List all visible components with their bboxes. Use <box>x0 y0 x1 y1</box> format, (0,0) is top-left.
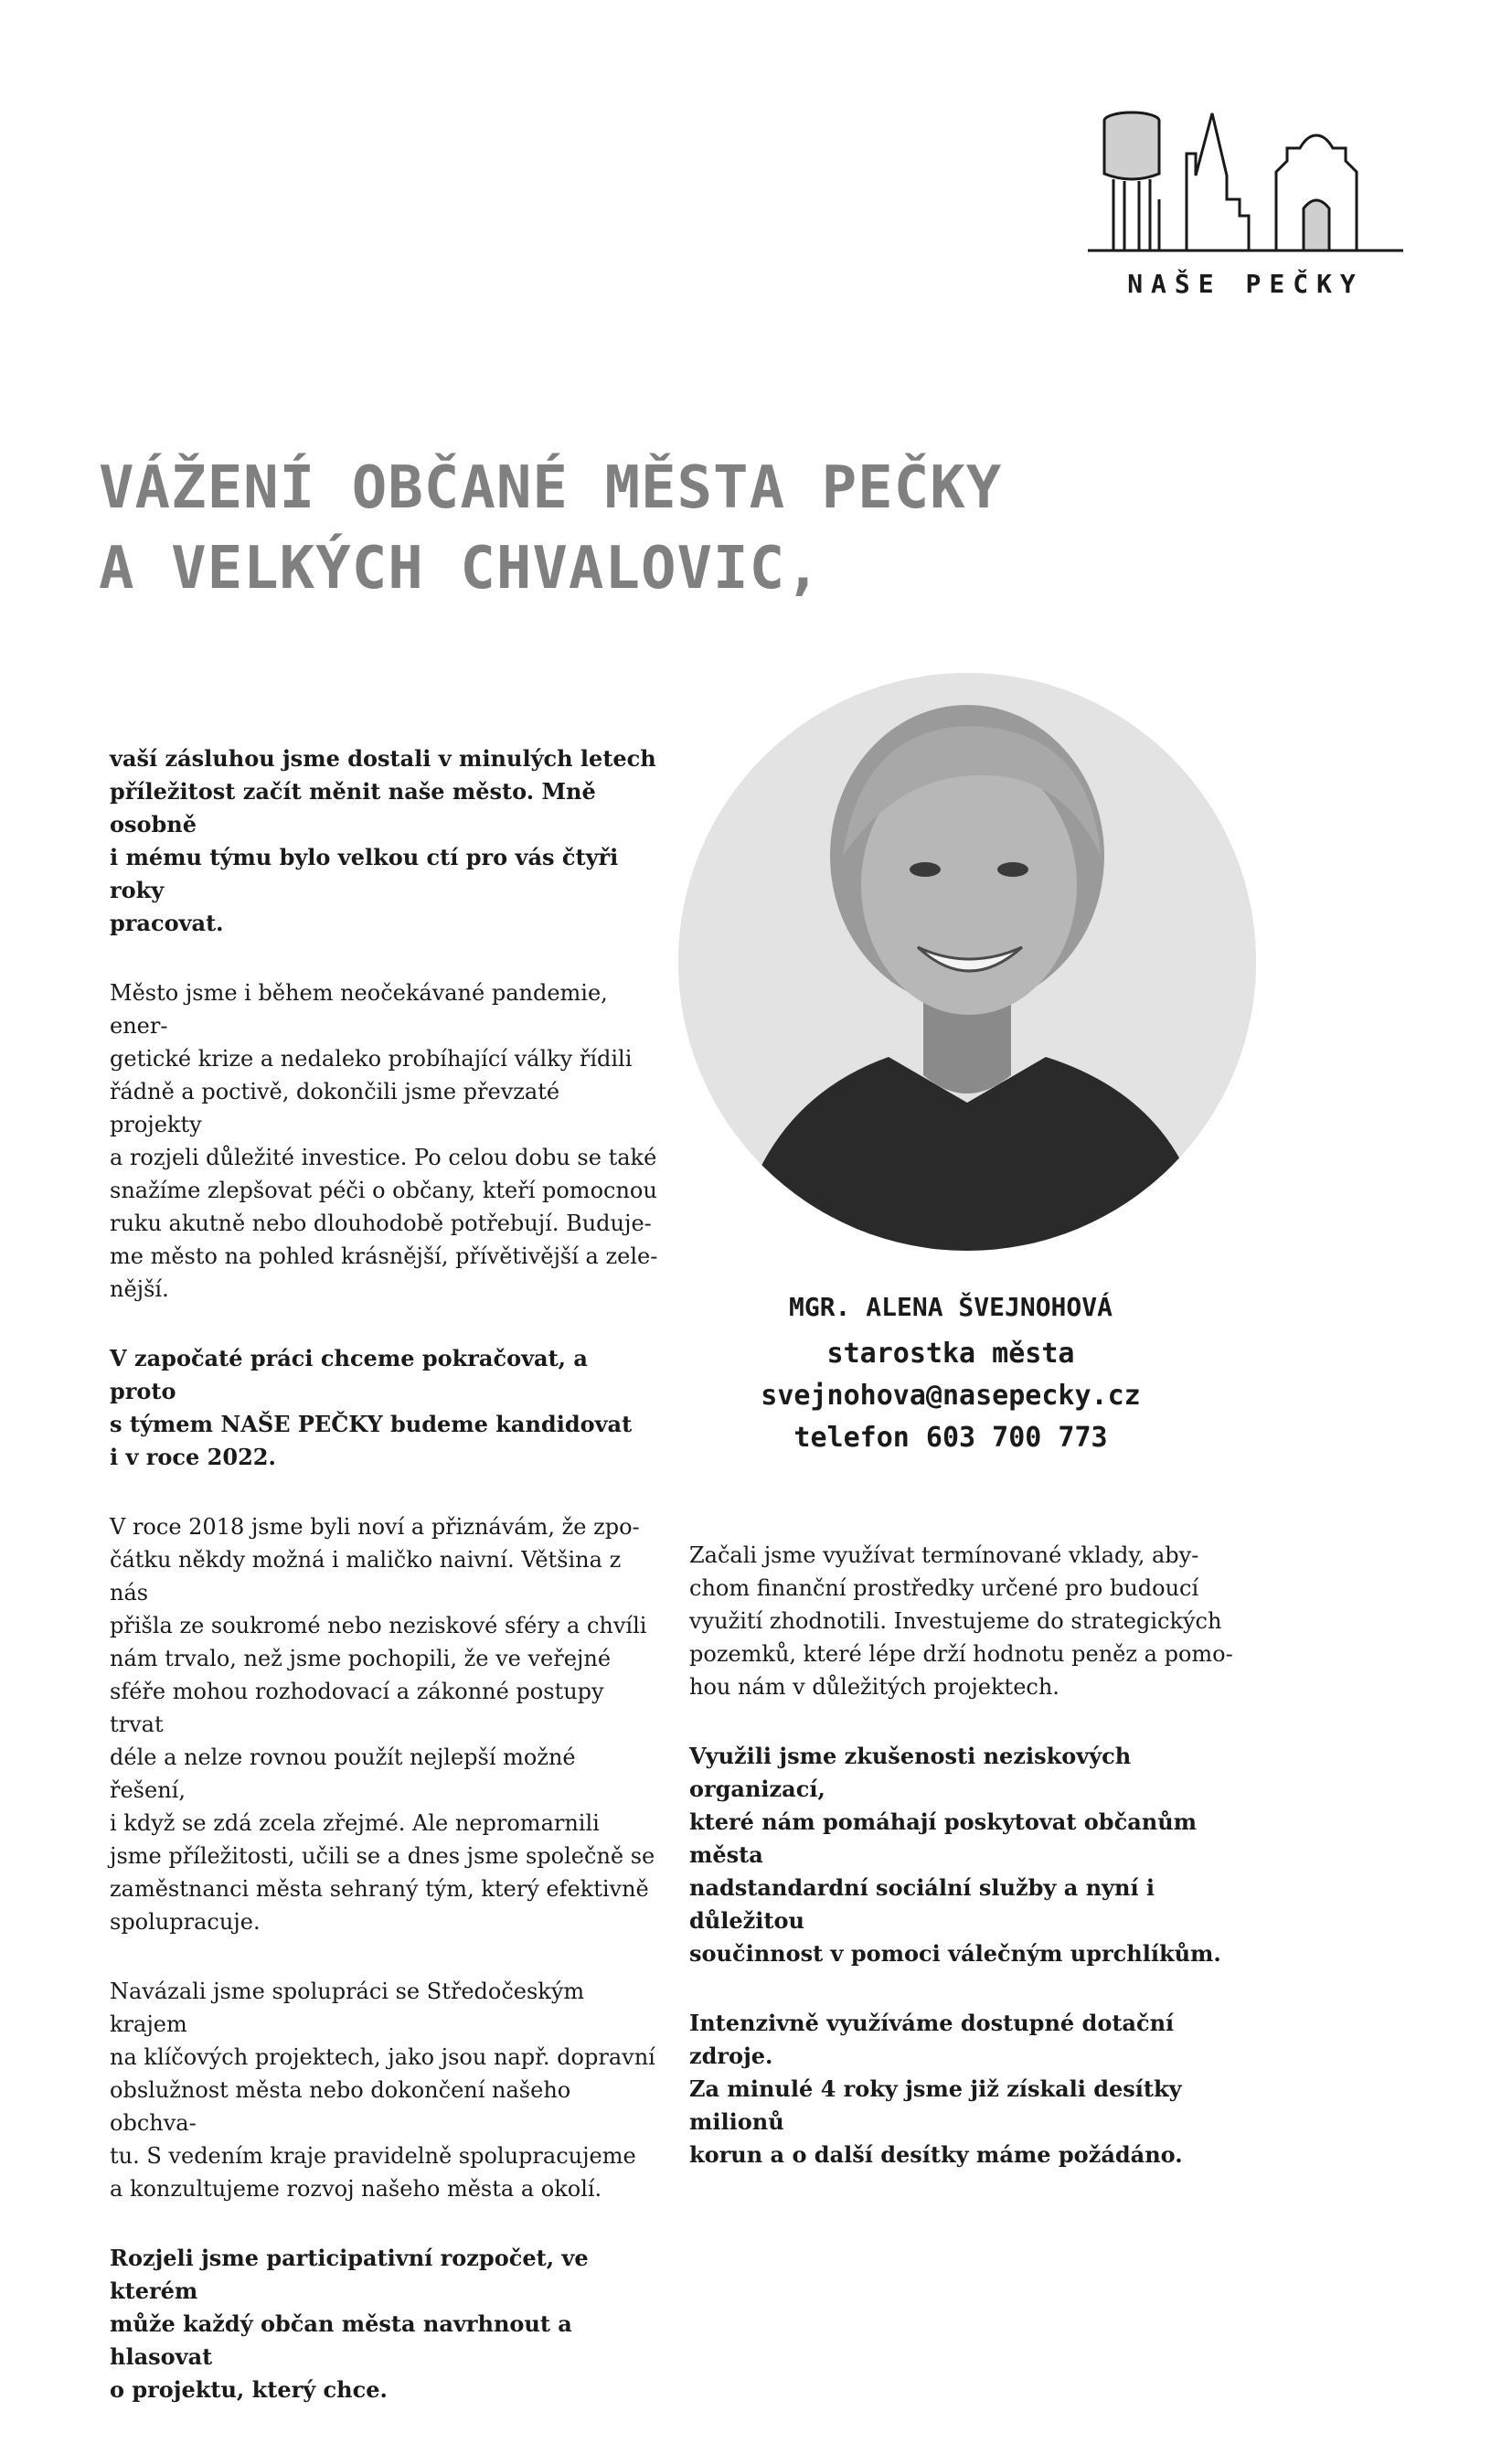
portrait-photo <box>678 673 1256 1251</box>
paragraph: Navázali jsme spolupráci se Středočeským krajem na klíčových projektech, jako jsou např. dopravní obslužnost města nebo dokončení našeho obchva- tu. S vedením kraje pravidelně spolupracujeme a konzultujeme rozvoj našeho města a okolí. <box>110 1979 655 2202</box>
portrait-illustration <box>678 673 1256 1251</box>
contact-phone: telefon 603 700 773 <box>793 1422 1108 1454</box>
paragraph: Město jsme i během neočekávané pandemie, ener- getické krize a nedaleko probíhající války řídili řádně a poctivě, dokončili jsme převzaté projekty a rozjeli důležité investice. Po celou dobu se také snažíme zlepšovat péči o občany, kteří pomocnou ruku akutně nebo dlouhodobě potřebují. Buduje- me město na pohled krásnější, přívětivější a zele- nější. <box>110 980 658 1302</box>
paragraph: Rozjeli jsme participativní rozpočet, ve kterém může každý občan města navrhnout a hlasovat o projektu, který chce. <box>110 2245 589 2403</box>
paragraph: Začali jsme využívat termínované vklady, aby- chom finanční prostředky určené pro budoucí využití zhodnotili. Investujeme do strategických pozemků, které lépe drží hodnotu peněz a pomo- hou nám v důležitých projektech. <box>689 1542 1233 1700</box>
paragraph: Intenzivně využíváme dostupné dotační zdroje. Za minulé 4 roky jsme již získali desítky milionů korun a o další desítky máme požádáno. <box>689 2010 1183 2168</box>
page-title <box>99 448 1287 609</box>
paragraph: Využili jsme zkušenosti neziskových organizací, které nám pomáhají poskytovat občanům města nadstandardní sociální služby a nyní i důležitou součinnost v pomoci válečným uprchlíkům. <box>689 1743 1221 1967</box>
left-column <box>110 742 658 2443</box>
contact-block <box>676 1289 1225 1459</box>
right-column <box>689 1539 1238 2208</box>
contact-name: MGR. ALENA ŠVEJNOHOVÁ <box>788 1292 1113 1322</box>
logo-text: NAŠE PEČKY <box>1127 269 1364 299</box>
contact-role: starostka města <box>826 1338 1075 1370</box>
town-skyline-icon <box>1088 108 1417 263</box>
contact-email[interactable]: svejnohova@nasepecky.cz <box>761 1380 1141 1412</box>
paragraph: V započaté práci chceme pokračovat, a proto s týmem NAŠE PEČKY budeme kandidovat i v roce 2022. <box>110 1345 633 1470</box>
paragraph: vaší zásluhou jsme dostali v minulých letech příležitost začít měnit naše město. Mně osobně i mému týmu bylo velkou ctí pro vás čtyři roky pracovat. <box>110 745 656 936</box>
logo <box>1088 108 1417 309</box>
paragraph: V roce 2018 jsme byli noví a přiznávám, že zpo- čátku někdy možná i maličko naivní. Většina z nás přišla ze soukromé nebo neziskové sféry a chvíli nám trvalo, než jsme pochopili, že ve veřejné sféře mohou rozhodovací a zákonné postupy trvat déle a nelze rovnou použít nejlepší možné řešení, i když se zdá zcela zřejmé. Ale nepromarnili jsme příležitosti, učili se a dnes jsme společně se zaměstnanci města sehraný tým, který efektivně spolupracuje. <box>110 1514 655 1935</box>
headline-line-2: A VELKÝCH CHVALOVIC, <box>99 535 822 603</box>
headline-line-1: VÁŽENÍ OBČANÉ MĚSTA PEČKY <box>99 454 1003 522</box>
